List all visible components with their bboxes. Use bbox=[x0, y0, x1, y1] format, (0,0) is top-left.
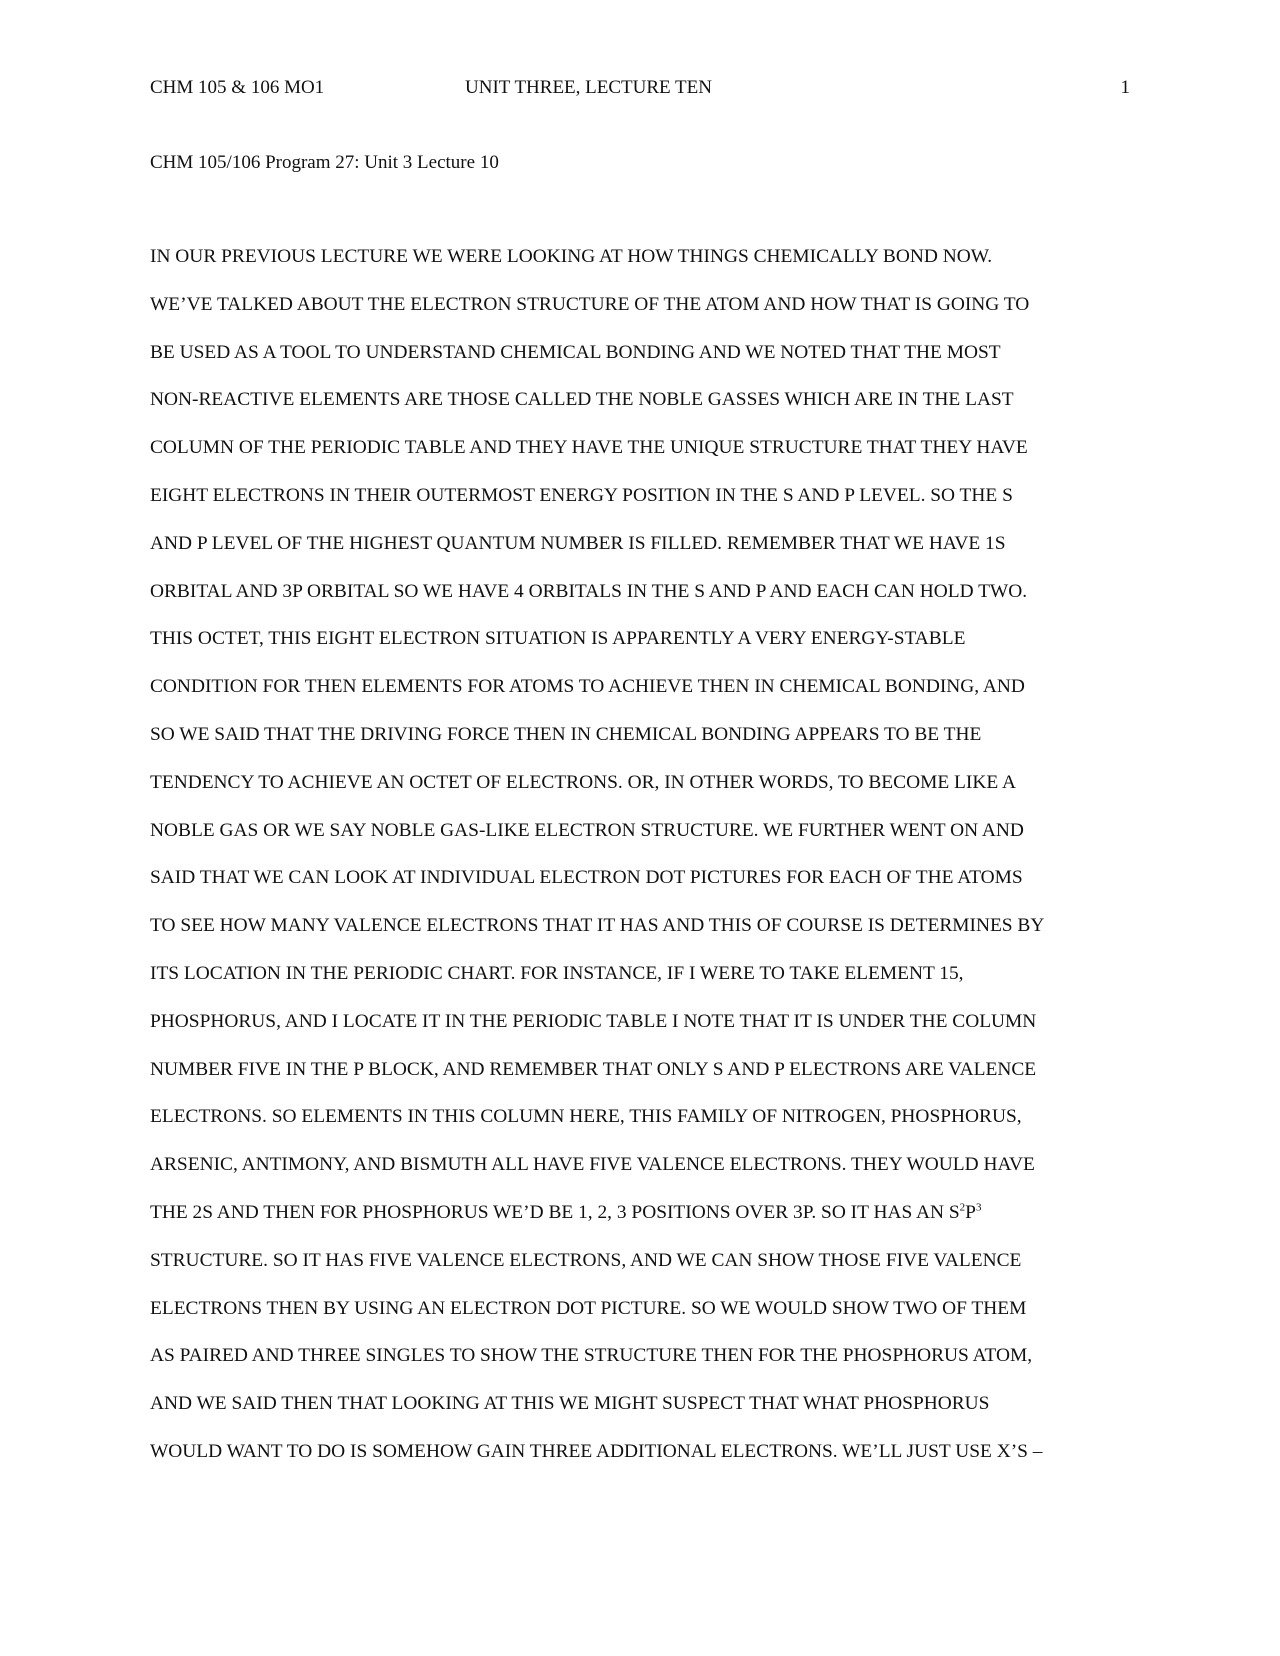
text-line: WOULD WANT TO DO IS SOMEHOW GAIN THREE ADDITIONAL ELECTRONS. WE’LL JUST USE X’S – bbox=[150, 1440, 1043, 1462]
text-line: ORBITAL AND 3P ORBITAL SO WE HAVE 4 ORBITALS IN THE S AND P AND EACH CAN HOLD TWO. bbox=[150, 580, 1028, 602]
text-line: IN OUR PREVIOUS LECTURE WE WERE LOOKING AT HOW THINGS CHEMICALLY BOND NOW. bbox=[150, 246, 993, 267]
formula-line-text: THE 2S AND THEN FOR PHOSPHORUS WE’D BE 1, 2, 3 POSITIONS OVER 3P. SO IT HAS AN S bbox=[150, 1201, 960, 1223]
text-line: NUMBER FIVE IN THE P BLOCK, AND REMEMBER THAT ONLY S AND P ELECTRONS ARE VALENCE bbox=[150, 1058, 1037, 1080]
page-number: 1 bbox=[1120, 77, 1130, 98]
text-line: ELECTRONS. SO ELEMENTS IN THIS COLUMN HERE, THIS FAMILY OF NITROGEN, PHOSPHORUS, bbox=[150, 1106, 1022, 1128]
text-line: THIS OCTET, THIS EIGHT ELECTRON SITUATION IS APPARENTLY A VERY ENERGY-STABLE bbox=[150, 628, 966, 650]
text-line: ELECTRONS THEN BY USING AN ELECTRON DOT PICTURE. SO WE WOULD SHOW TWO OF THEM bbox=[150, 1297, 1027, 1319]
text-line: EIGHT ELECTRONS IN THEIR OUTERMOST ENERGY POSITION IN THE S AND P LEVEL. SO THE S bbox=[150, 484, 1013, 506]
text-line: AND P LEVEL OF THE HIGHEST QUANTUM NUMBER IS FILLED. REMEMBER THAT WE HAVE 1S bbox=[150, 532, 1006, 554]
text-line: PHOSPHORUS, AND I LOCATE IT IN THE PERIODIC TABLE I NOTE THAT IT IS UNDER THE COLUMN bbox=[150, 1010, 1037, 1032]
header-course: CHM 105 & 106 MO1 bbox=[150, 77, 325, 98]
text-line: STRUCTURE. SO IT HAS FIVE VALENCE ELECTRONS, AND WE CAN SHOW THOSE FIVE VALENCE bbox=[150, 1249, 1022, 1271]
text-line: CONDITION FOR THEN ELEMENTS FOR ATOMS TO ACHIEVE THEN IN CHEMICAL BONDING, AND bbox=[150, 676, 1025, 698]
superscript-s: 2 bbox=[959, 1201, 966, 1214]
text-line: TO SEE HOW MANY VALENCE ELECTRONS THAT IT HAS AND THIS OF COURSE IS DETERMINES BY bbox=[150, 915, 1045, 937]
text-line: ARSENIC, ANTIMONY, AND BISMUTH ALL HAVE FIVE VALENCE ELECTRONS. THEY WOULD HAVE bbox=[150, 1154, 1035, 1176]
text-line: ITS LOCATION IN THE PERIODIC CHART. FOR INSTANCE, IF I WERE TO TAKE ELEMENT 15, bbox=[150, 962, 964, 984]
text-line: COLUMN OF THE PERIODIC TABLE AND THEY HAVE THE UNIQUE STRUCTURE THAT THEY HAVE bbox=[150, 437, 1028, 459]
text-line: NOBLE GAS OR WE SAY NOBLE GAS-LIKE ELECTRON STRUCTURE. WE FURTHER WENT ON AND bbox=[150, 819, 1024, 841]
formula-line bbox=[150, 1200, 1150, 1248]
text-line: SAID THAT WE CAN LOOK AT INDIVIDUAL ELECTRON DOT PICTURES FOR EACH OF THE ATOMS bbox=[150, 867, 1023, 889]
text-line: WE’VE TALKED ABOUT THE ELECTRON STRUCTURE OF THE ATOM AND HOW THAT IS GOING TO bbox=[150, 293, 1030, 315]
formula-p: P bbox=[965, 1201, 976, 1223]
text-line: NON-REACTIVE ELEMENTS ARE THOSE CALLED THE NOBLE GASSES WHICH ARE IN THE LAST bbox=[150, 389, 1014, 411]
superscript-p: 3 bbox=[975, 1201, 982, 1214]
page-header bbox=[150, 75, 1130, 101]
text-line: AND WE SAID THEN THAT LOOKING AT THIS WE MIGHT SUSPECT THAT WHAT PHOSPHORUS bbox=[150, 1393, 990, 1415]
program-title: CHM 105/106 Program 27: Unit 3 Lecture 10 bbox=[150, 152, 499, 173]
header-unit: UNIT THREE, LECTURE TEN bbox=[465, 77, 712, 98]
text-line: AS PAIRED AND THREE SINGLES TO SHOW THE STRUCTURE THEN FOR THE PHOSPHORUS ATOM, bbox=[150, 1345, 1033, 1367]
lecture-transcript bbox=[150, 244, 1150, 1487]
text-line: TENDENCY TO ACHIEVE AN OCTET OF ELECTRONS. OR, IN OTHER WORDS, TO BECOME LIKE A bbox=[150, 771, 1016, 793]
text-line: SO WE SAID THAT THE DRIVING FORCE THEN IN CHEMICAL BONDING APPEARS TO BE THE bbox=[150, 723, 982, 745]
text-line: BE USED AS A TOOL TO UNDERSTAND CHEMICAL BONDING AND WE NOTED THAT THE MOST bbox=[150, 341, 1001, 363]
